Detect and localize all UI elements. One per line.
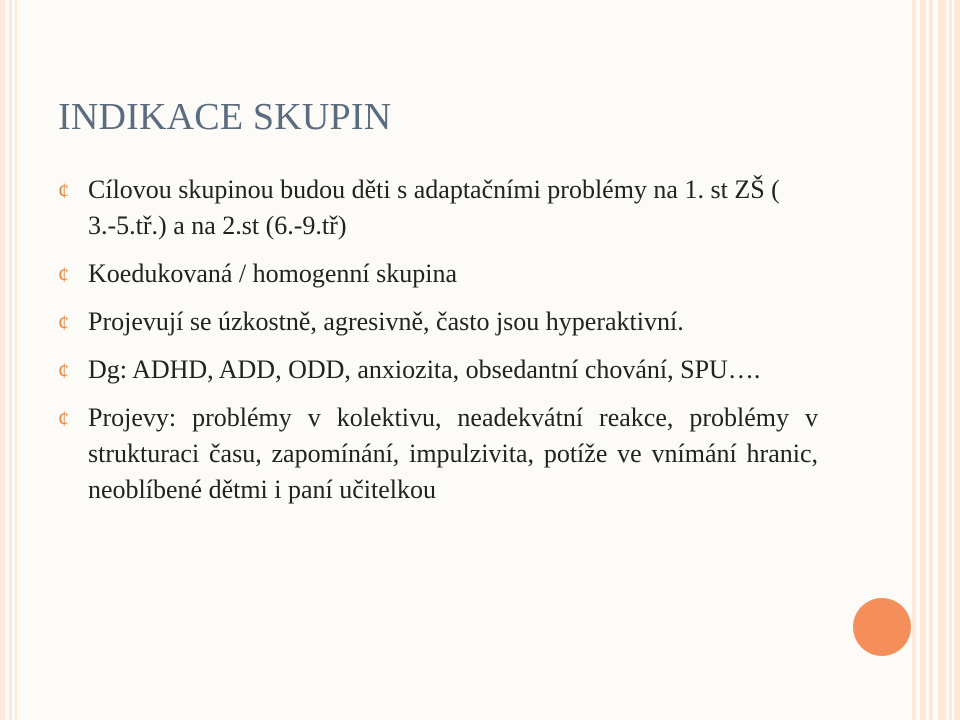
slide-title: INDIKACE SKUPIN [58, 96, 392, 138]
bullet-marker-icon: ¢ [58, 178, 69, 203]
bullet-list [58, 172, 818, 520]
list-item [58, 172, 818, 244]
list-item [58, 304, 818, 340]
list-item [58, 256, 818, 292]
list-item [58, 400, 818, 508]
left-stripe-decoration [0, 0, 17, 720]
bullet-marker-icon: ¢ [58, 358, 69, 383]
bullet-text: Dg: ADHD, ADD, ODD, anxiozita, obsedantní chování, SPU…. [88, 355, 761, 384]
bullet-marker-icon: ¢ [58, 262, 69, 287]
bullet-marker-icon: ¢ [58, 406, 69, 431]
bullet-text: Projevují se úzkostně, agresivně, často jsou hyperaktivní. [88, 307, 684, 336]
list-item [58, 352, 818, 388]
bullet-text: Koedukovaná / homogenní skupina [88, 259, 457, 288]
bullet-text: Cílovou skupinou budou děti s adaptačními problémy na 1. st ZŠ ( 3.-5.tř.) a na 2.st (6.-9.tř) [88, 175, 780, 240]
accent-dot [853, 598, 911, 656]
right-stripe-decoration [912, 0, 960, 720]
bullet-marker-icon: ¢ [58, 310, 69, 335]
bullet-text: Projevy: problémy v kolektivu, neadekvátní reakce, problémy v strukturaci času, zapomínání, impulzivita, potíže ve vnímání hranic, neoblíbené dětmi i paní učitelkou [88, 403, 818, 504]
